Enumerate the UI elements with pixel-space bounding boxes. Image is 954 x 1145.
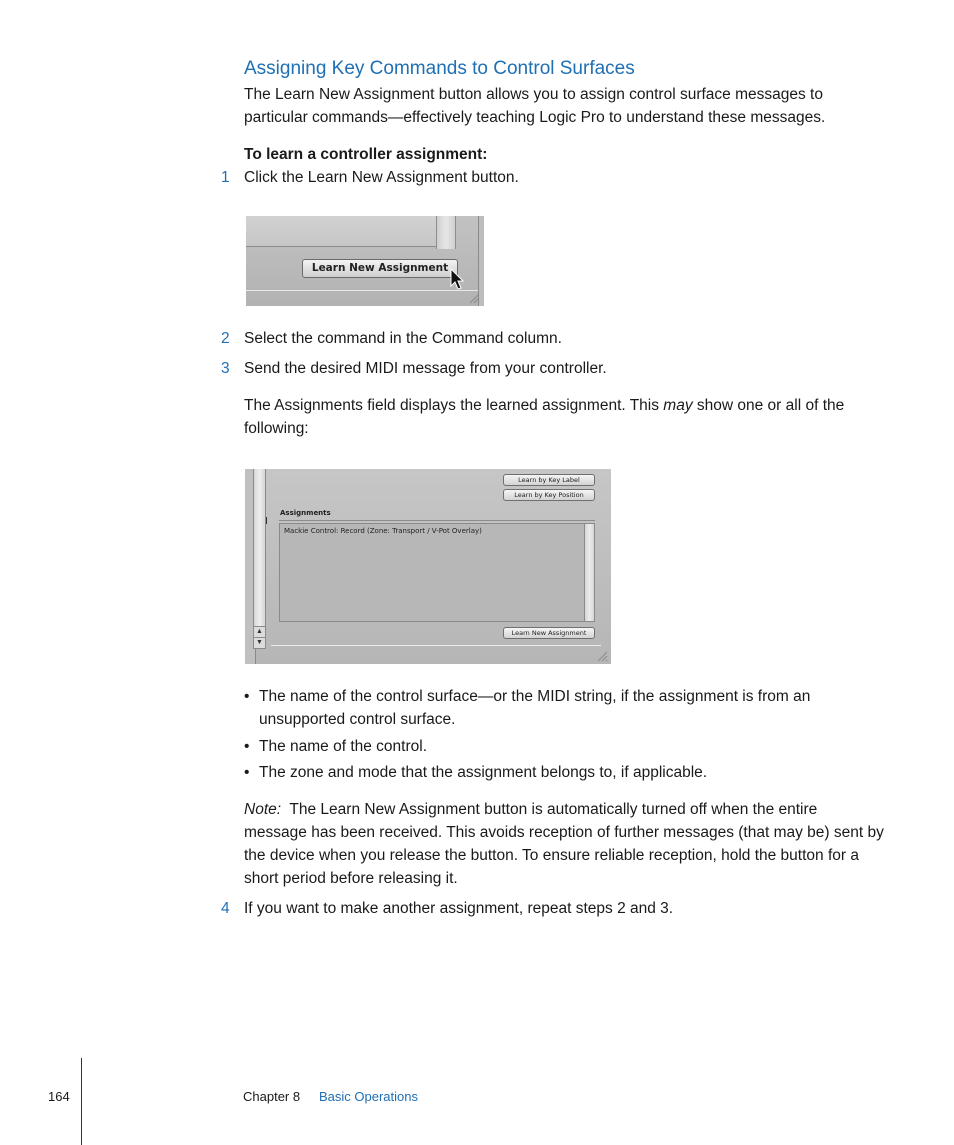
learn-button-screenshot [246,216,484,306]
assignment-value: Mackie Control: Record (Zone: Transport / V-Pot Overlay) [284,527,482,535]
assignments-paragraph [244,394,884,440]
field-scrollbar[interactable] [584,524,594,621]
learn-by-key-label-button[interactable]: Learn by Key Label [503,474,595,486]
resize-grip-icon [468,292,480,304]
bullet-item-3: The zone and mode that the assignment belongs to, if applicable. [259,764,708,781]
divider [246,290,478,291]
assignments-text-after: show one or all of the following: [244,397,845,437]
mouse-pointer-icon [450,268,466,292]
learn-new-assignment-button[interactable]: Learn New Assignment [302,259,458,278]
assignments-label: Assignments [280,509,331,517]
step-number-1: 1 [221,169,230,186]
learn-new-assignment-button[interactable]: Learn New Assignment [503,627,595,639]
assignments-text-before: The Assignments field displays the learned assignment. This [244,397,664,414]
scroll-down-arrow-icon[interactable]: ▼ [253,637,266,649]
assignments-screenshot [245,469,611,664]
divider-mark [266,517,267,524]
note-paragraph [244,798,884,890]
note-text: The Learn New Assignment button is automatically turned off when the entire message has been received. This avoids reception of further messages (that may be) sent by the device when you release the button. To ensure reliable reception, hold the button for a short period before releasing it. [244,801,884,887]
assignments-field[interactable] [279,523,595,622]
step-text-4: If you want to make another assignment, repeat steps 2 and 3. [244,900,674,917]
step-number-4: 4 [221,900,230,917]
bullet-item-2: The name of the control. [259,738,428,755]
scroll-up-arrow-icon[interactable]: ▲ [253,626,266,638]
step-number-2: 2 [221,330,230,347]
section-heading: Assigning Key Commands to Control Surfaces [244,58,635,79]
scrollbar [436,216,456,249]
step-text-1: Click the Learn New Assignment button. [244,169,519,186]
bullet-icon: • [244,764,250,781]
intro-paragraph: The Learn New Assignment button allows you to assign control surface messages to particular commands—effectively teaching Logic Pro to understand these messages. [244,86,826,126]
resize-grip-icon [596,650,608,662]
chapter-name-link[interactable]: Basic Operations [319,1089,418,1104]
bullet-icon: • [244,738,250,755]
divider [279,520,595,521]
step-text-3: Send the desired MIDI message from your controller. [244,360,607,377]
bullet-item-1: The name of the control surface—or the MIDI string, if the assignment is from an unsupported control surface. [259,688,811,728]
vertical-scrollbar [253,469,266,648]
procedure-title: To learn a controller assignment: [244,146,488,163]
step-number-3: 3 [221,360,230,377]
page-number: 164 [48,1089,70,1104]
divider [271,645,601,646]
learn-by-key-position-button[interactable]: Learn by Key Position [503,489,595,501]
assignments-emphasis: may [663,397,693,414]
chapter-label: Chapter 8 [243,1089,301,1104]
list-area [246,216,436,247]
footer-rule [81,1058,82,1145]
step-text-2: Select the command in the Command column. [244,330,562,347]
bullet-icon: • [244,688,250,705]
note-label: Note: [244,801,282,818]
